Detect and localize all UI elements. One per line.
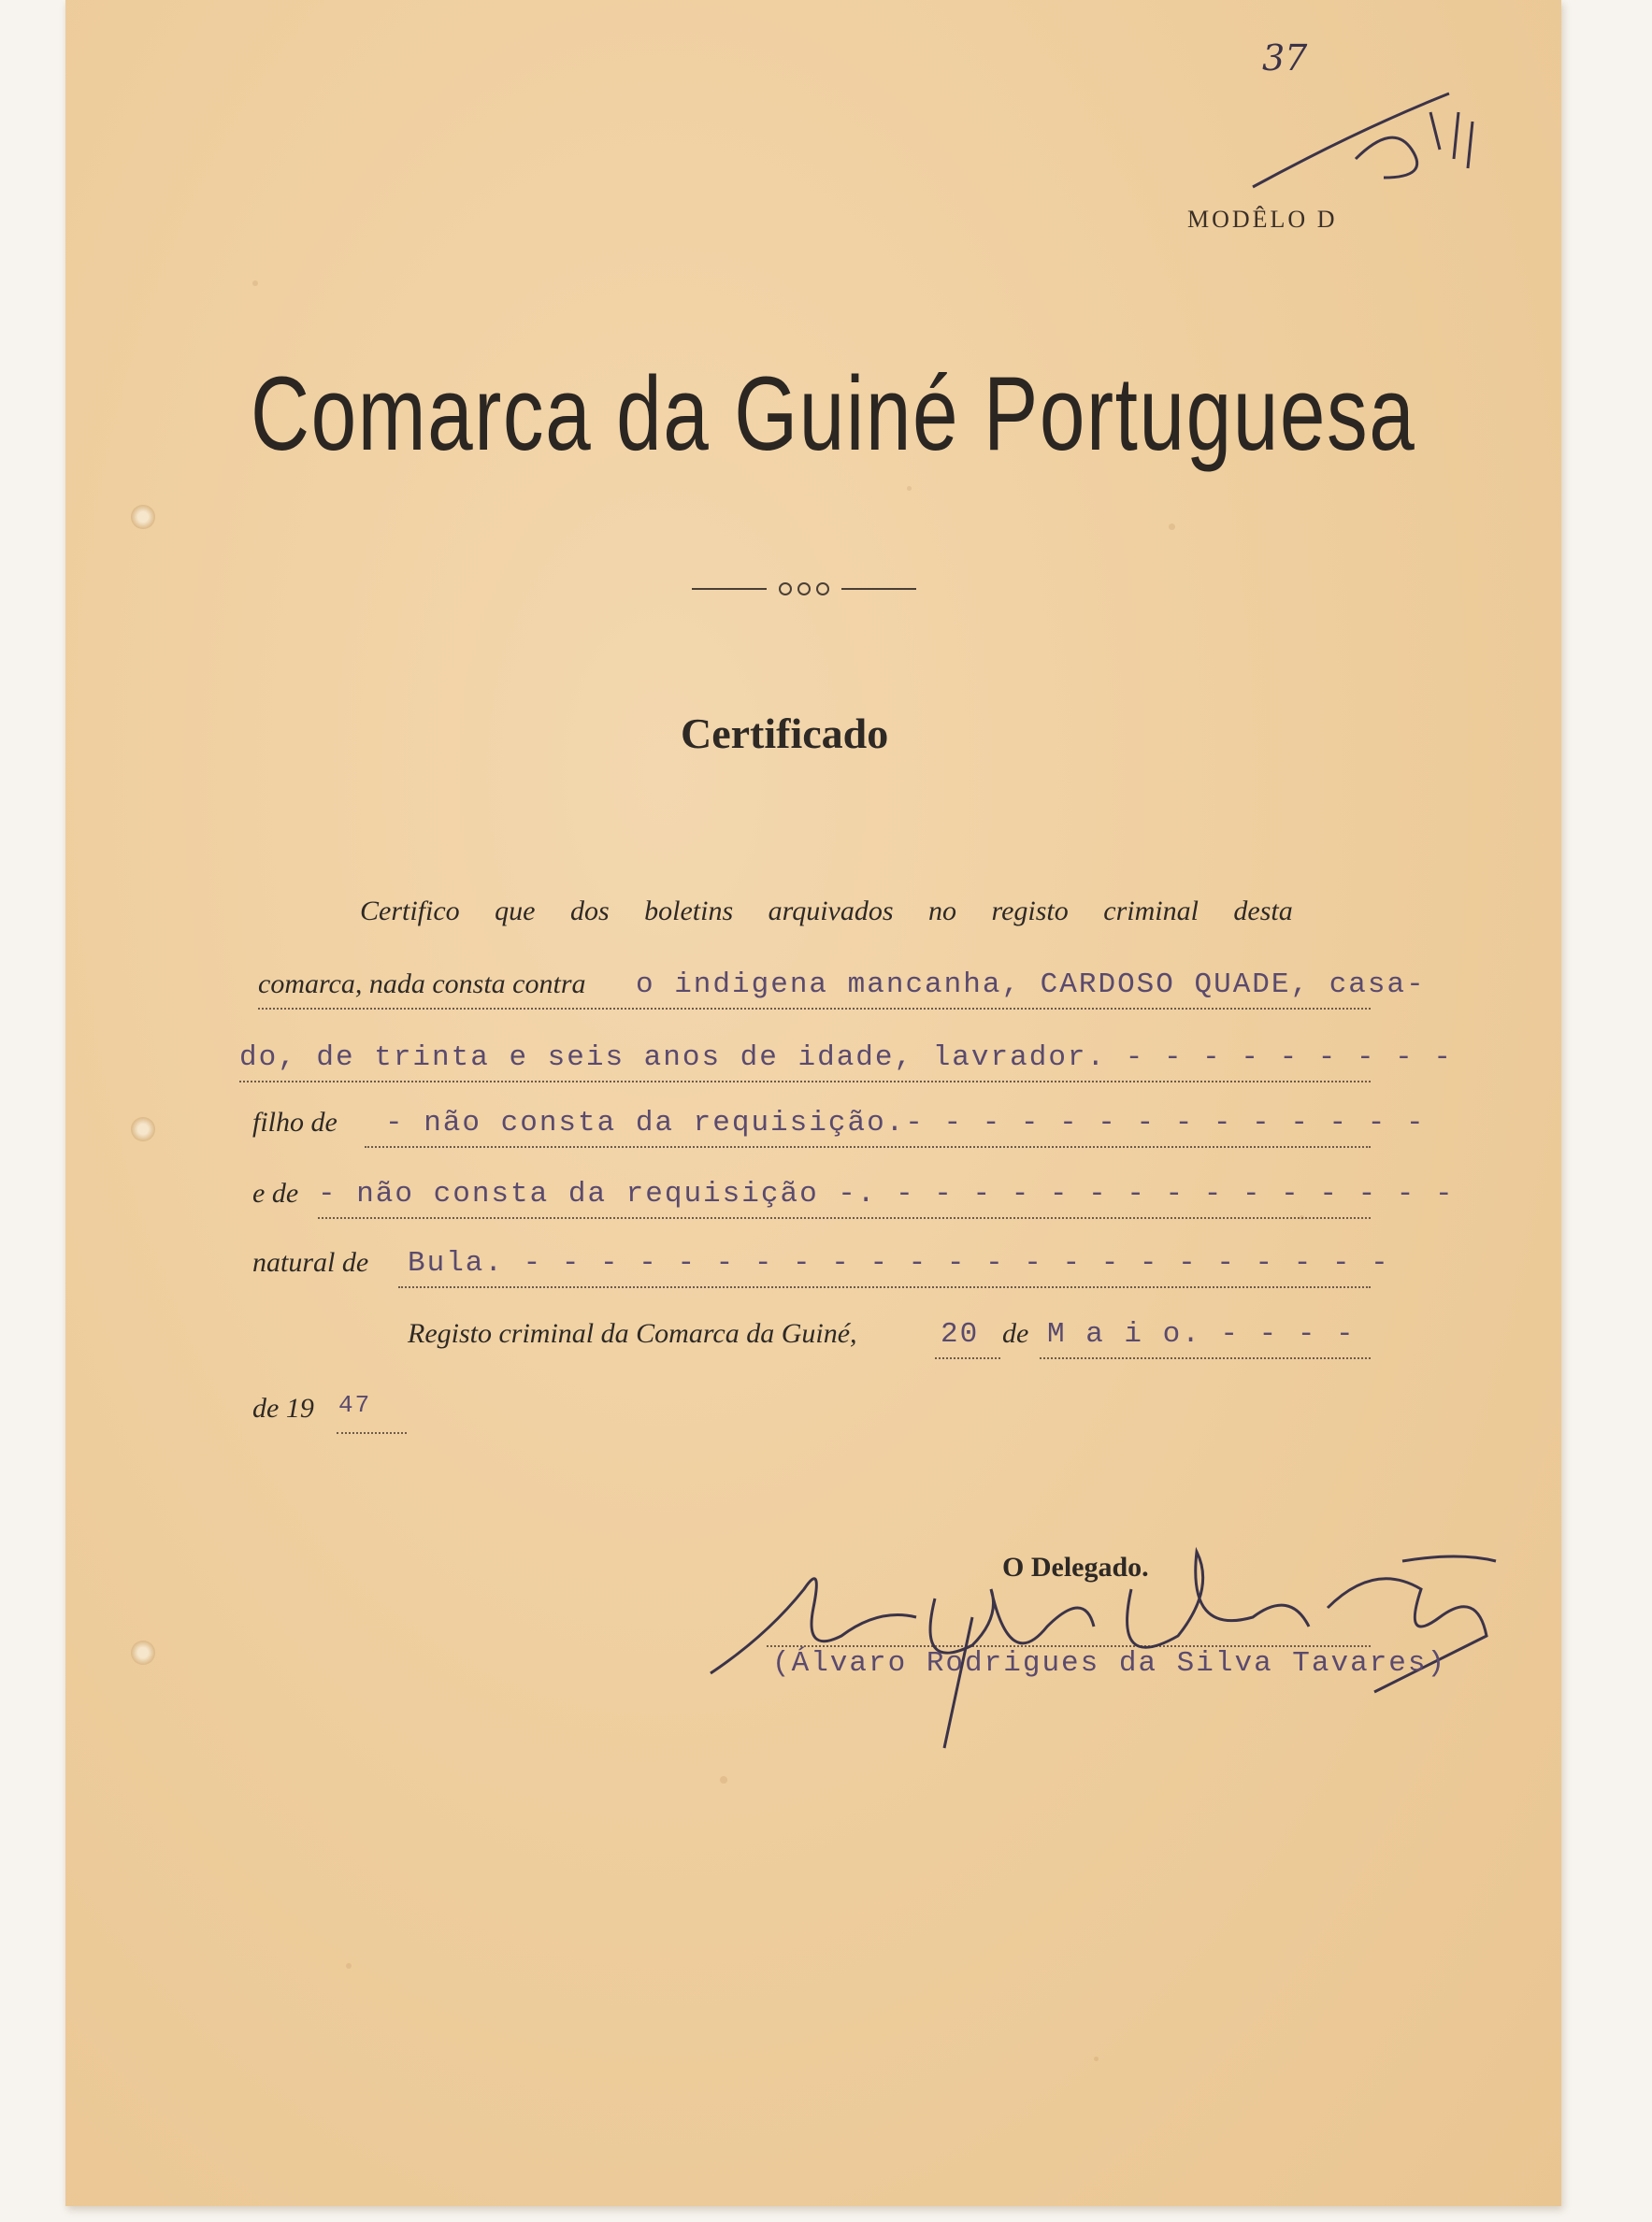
typed-entry: o indigena mancanha, CARDOSO QUADE, casa- — [636, 968, 1426, 1001]
date-year-prefix: de 19 — [252, 1393, 314, 1424]
page-title: Comarca da Guiné Portuguesa — [251, 355, 1416, 472]
paper-speck — [346, 1963, 352, 1969]
model-label: MODÊLO D — [1187, 206, 1338, 233]
date-year: 47 — [338, 1391, 372, 1419]
date-line-prefix: Registo criminal da Comarca da Guiné, — [408, 1318, 857, 1349]
field-label-mae: e de — [252, 1178, 299, 1209]
field-label-natural: natural de — [252, 1247, 369, 1278]
binder-hole — [131, 1117, 155, 1141]
folio-number: 37 — [1262, 37, 1308, 79]
binder-hole — [131, 505, 155, 529]
typed-entry: do, de trinta e seis anos de idade, lavrador. - - - - - - - - - — [239, 1041, 1453, 1074]
certificate-text-line: Certifico que dos boletins arquivados no registo criminal desta — [360, 896, 1293, 926]
binder-hole — [131, 1641, 155, 1665]
signatory-name: (Álvaro Rodrigues da Silva Tavares) — [772, 1647, 1447, 1680]
paper-speck — [720, 1776, 727, 1784]
signature-title: O Delegado. — [1002, 1552, 1149, 1583]
paper-speck — [1094, 2057, 1099, 2061]
field-label-filho: filho de — [252, 1107, 338, 1138]
date-day: 20 — [941, 1318, 980, 1351]
handwritten-signature — [692, 1533, 1533, 1757]
ornament-divider — [692, 580, 916, 598]
folio-handwriting-mark — [1243, 56, 1496, 196]
certificate-text-line: comarca, nada consta contra — [258, 968, 586, 999]
document-subtitle: Certificado — [681, 710, 889, 757]
typed-entry: - não consta da requisição -. - - - - - - - - - - - - - - - — [318, 1178, 1455, 1211]
typed-entry: - não consta da requisição.- - - - - - - - - - - - - - — [385, 1107, 1426, 1140]
paper-speck — [907, 486, 912, 491]
paper-speck — [1169, 523, 1175, 530]
date-month: M a i o. - - - - — [1047, 1318, 1356, 1351]
date-de: de — [1002, 1318, 1029, 1349]
typed-entry: Bula. - - - - - - - - - - - - - - - - - - - - - - - — [408, 1247, 1390, 1280]
paper-speck — [252, 280, 258, 286]
